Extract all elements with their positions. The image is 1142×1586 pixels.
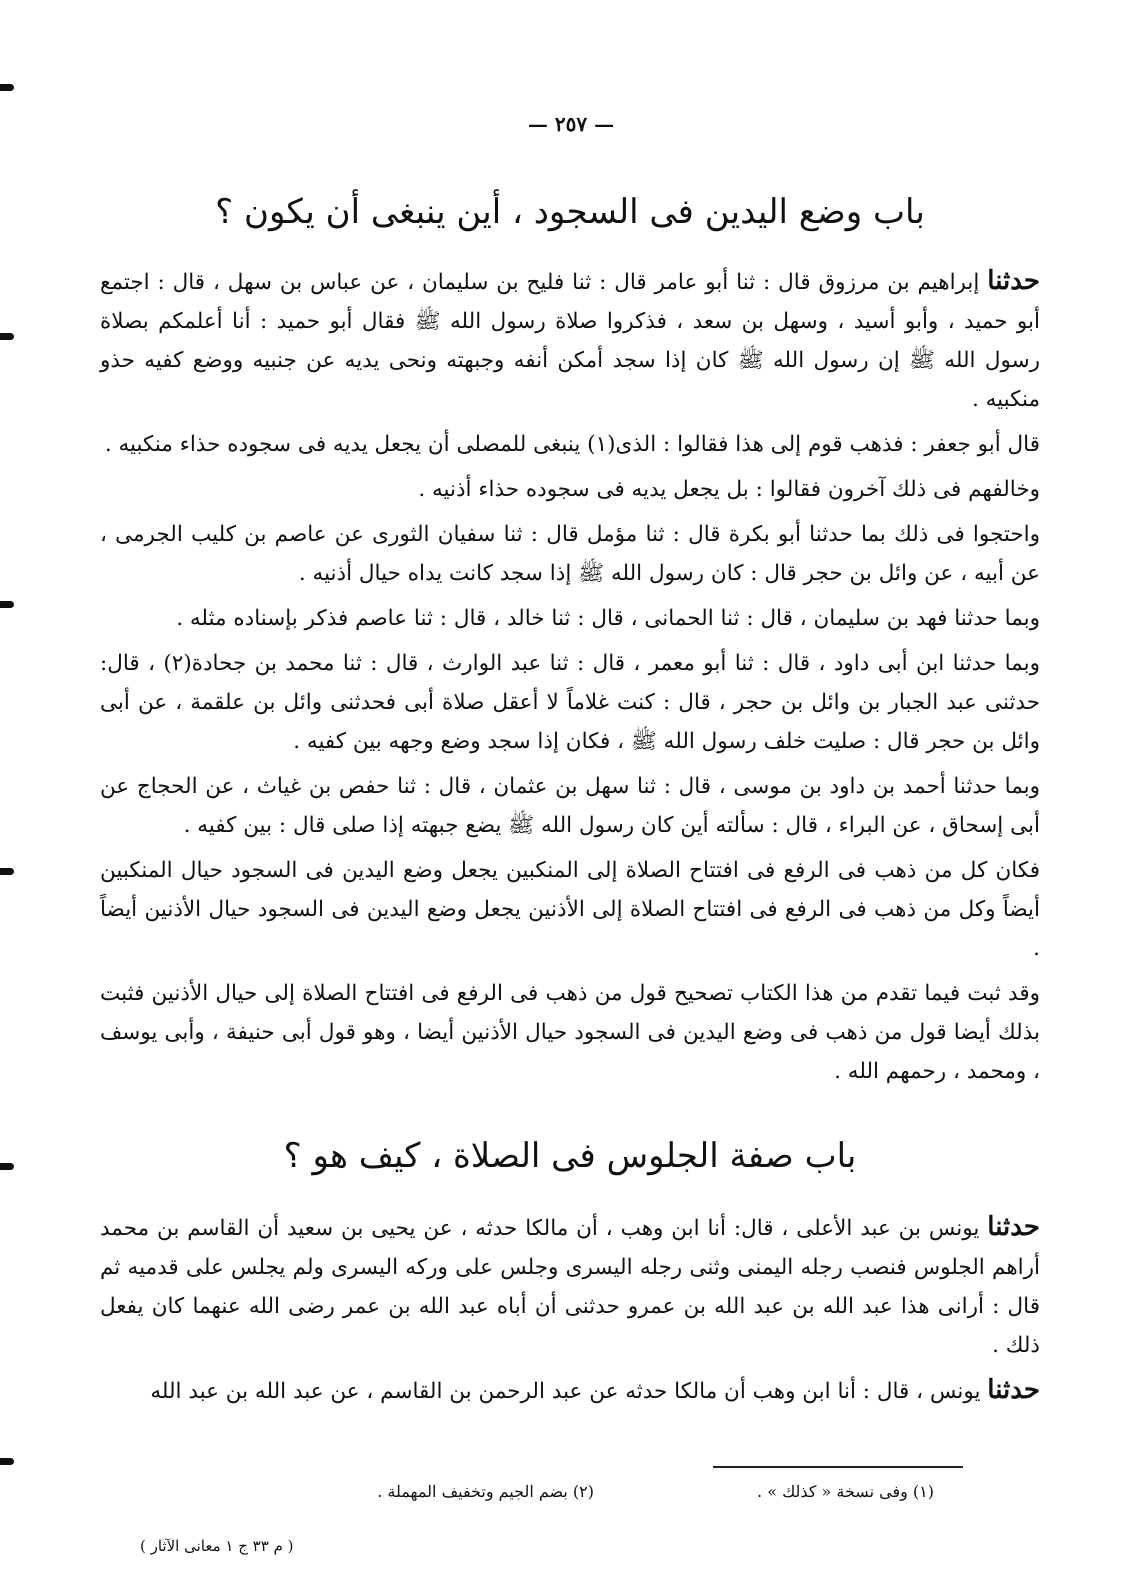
paragraph-text: وبما حدثنا فهد بن سليمان ، قال : ثنا الحمانى ، قال : ثنا خالد ، قال : ثنا عاصم فذكر بإسناده مثله . [176, 606, 1040, 631]
paragraph-lead: حدثنا [987, 1375, 1040, 1405]
paragraph [100, 470, 1040, 509]
binding-mark [0, 601, 14, 608]
binding-mark [0, 868, 14, 875]
paragraph-text: فكان كل من ذهب فى الرفع فى افتتاح الصلاة إلى المنكبين يجعل وضع اليدين فى السجود حيال المنكبين أيضاً وكل من ذهب فى الرفع فى افتتاح الصلاة إلى الأذنين يجعل وضع اليدين فى السجود حيال الأذنين أيضاً . [100, 858, 1040, 961]
paragraph-text: واحتجوا فى ذلك بما حدثنا أبو بكرة قال : ثنا مؤمل قال : ثنا سفيان الثورى عن عاصم بن كليب الجرمى ، عن أبيه ، عن وائل بن حجر قال : كان رسول الله ﷺ إذا سجد كانت يداه حيال أذنيه . [100, 522, 1040, 586]
paragraph [100, 767, 1040, 845]
paragraph [100, 262, 1040, 419]
paragraph-text: وقد ثبت فيما تقدم من هذا الكتاب تصحيح قول من ذهب فى الرفع فى افتتاح الصلاة إلى حيال الأذنين فثبت بذلك أيضا قول من ذهب فى وضع اليدين فى السجود حيال الأذنين أيضا ، وهو قول أبى حنيفة ، وأبى يوسف ، ومحمد ، رحمهم الله . [100, 981, 1040, 1084]
footnote-1: (١) وفى نسخة « كذلك » . [757, 1482, 934, 1501]
paragraph-text: يونس ، قال : أنا ابن وهب أن مالكا حدثه عن عبد الرحمن بن القاسم ، عن عبد الله بن عبد الله [150, 1379, 988, 1404]
paragraph [100, 515, 1040, 593]
paragraph-text: إبراهيم بن مرزوق قال : ثنا أبو عامر قال : ثنا فليح بن سليمان ، عن عباس بن سهل ، قال : اجتمع أبو حميد ، وأبو أسيد ، وسهل بن سعد ، فذكروا صلاة رسول الله ﷺ فقال أبو حميد : أنا أعلمكم بصلاة رسول الله ﷺ إن رسول الله ﷺ كان إذا سجد أمكن أنفه وجبهته ونحى يديه عن جنبيه ووضع كفيه حذو منكبيه . [100, 270, 1040, 412]
footnote-divider [713, 1466, 963, 1468]
paragraph-text: يونس بن عبد الأعلى ، قال: أنا ابن وهب ، أن مالكا حدثه ، عن يحيى بن سعيد أن القاسم بن محمد أراهم الجلوس فنصب رجله اليمنى وثنى رجله اليسرى وجلس على وركه اليسرى ولم يجلس على قدميه ثم قال : أرانى هذا عبد الله بن عبد الله بن عمرو حدثنى أن أباه عبد الله بن عمر رضى الله عنهما كان يفعل ذلك . [100, 1216, 1041, 1358]
binding-mark [0, 1458, 14, 1465]
paragraph-text: وبما حدثنا أحمد بن داود بن موسى ، قال : ثنا سهل بن عثمان ، قال : ثنا حفص بن غياث ، عن الحجاج عن أبى إسحاق ، عن البراء ، قال : سألته أين كان رسول الله ﷺ يضع جبهته إذا صلى قال : بين كفيه . [100, 774, 1040, 838]
paragraph [100, 974, 1040, 1091]
paragraph-text: وخالفهم فى ذلك آخرون فقالوا : بل يجعل يديه فى سجوده حذاء أذنيه . [418, 477, 1040, 502]
chapter-body-sujud [100, 262, 1040, 1091]
page-number: — ٢٥٧ — [527, 112, 615, 136]
binding-mark [0, 333, 14, 340]
binding-mark [0, 1163, 14, 1170]
footnote-2: (٢) بضم الجيم وتخفيف المهملة . [377, 1482, 594, 1501]
paragraph-text: وبما حدثنا ابن أبى داود ، قال : ثنا أبو معمر ، قال : ثنا عبد الوارث ، قال : ثنا محمد بن جحادة(٢) ، قال: حدثنى عبد الجبار بن وائل بن حجر ، قال : كنت غلاماً لا أعقل صلاة أبى فحدثنى وائل بن علقمة ، عن أبى وائل بن حجر قال : صليت خلف رسول الله ﷺ ، فكان إذا سجد وضع وجهه بين كفيه . [100, 651, 1040, 754]
paragraph [100, 1208, 1040, 1365]
chapter-title-sujud: باب وضع اليدين فى السجود ، أين ينبغى أن يكون ؟ [215, 192, 925, 232]
paragraph [100, 851, 1040, 968]
chapter-body-julus [100, 1208, 1040, 1411]
chapter-title-julus: باب صفة الجلوس فى الصلاة ، كيف هو ؟ [283, 1136, 857, 1176]
paragraph [100, 599, 1040, 638]
binding-mark [0, 84, 14, 91]
page-signature: ( م ٣٣ ج ١ معانى الآثار ) [140, 1537, 294, 1555]
paragraph-lead: حدثنا [987, 1212, 1040, 1242]
paragraph [100, 425, 1040, 464]
paragraph-lead: حدثنا [987, 266, 1040, 296]
paragraph-text: قال أبو جعفر : فذهب قوم إلى هذا فقالوا : الذى(١) ينبغى للمصلى أن يجعل يديه فى سجوده حذاء منكبيه . [104, 432, 1040, 457]
paragraph [100, 644, 1040, 761]
paragraph [100, 1371, 1040, 1411]
